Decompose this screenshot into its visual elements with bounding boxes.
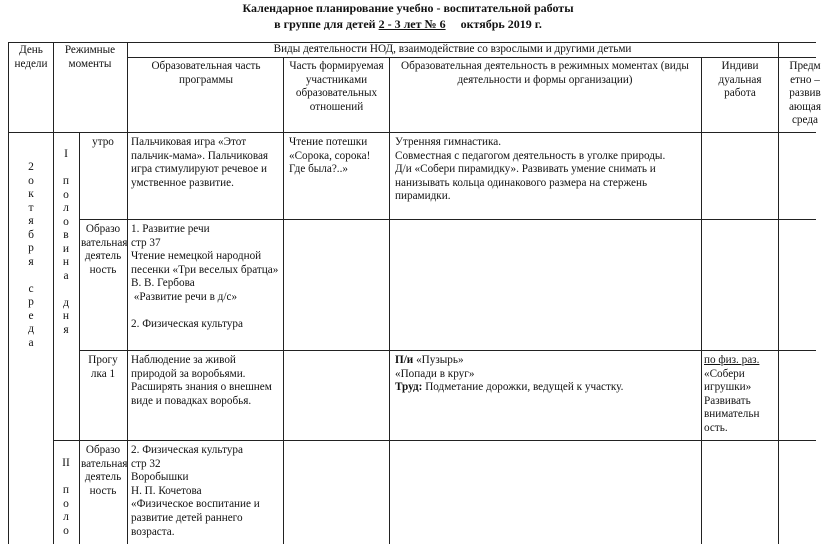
row2-edu-line: стр 37 [131, 236, 161, 249]
row2-edu-line [131, 305, 281, 319]
row3-activity-labor [395, 381, 697, 395]
header-participants-part: Часть формируемая участниками образовательных отношений [289, 60, 384, 113]
rule-left [8, 42, 9, 544]
row3-activity-game2: «Попади в круг» [395, 367, 475, 380]
day-label: 2 о к т я б р я с р е д а [28, 161, 34, 349]
row2-regime: Образо вательная деятель ность [81, 223, 128, 276]
half1-label: I п о л о в и н а д н я [62, 148, 70, 336]
row3-individual [704, 354, 776, 436]
row3-activity-games [395, 354, 697, 368]
row4-edu-line: стр 32 [131, 457, 161, 470]
individual-line: «Собери игрушки» [704, 367, 752, 394]
row4-edu-line: «Физическое воспитание и развитие детей раннего возраста. [131, 498, 260, 538]
half2-label: II п о л о [62, 457, 70, 537]
row1-activity [395, 136, 697, 204]
rule-individual [778, 42, 779, 544]
rule-row1 [79, 219, 816, 220]
document-title: Календарное планирование учебно - воспитательной работы [242, 1, 574, 15]
row3-edu: Наблюдение за живой природой за воробьями. Расширять знания о внешнем виде и повадках воробья. [131, 354, 272, 407]
rule-edu [283, 57, 284, 544]
header-individual: Индиви дуальная работа [718, 60, 762, 100]
labor-text: Подметание дорожки, ведущей к участку. [422, 381, 624, 394]
row1-activity-line: Д/и «Собери пирамидку». Развивать умение снимать и нанизывать кольца одинакового размера на стержень пирамидки. [395, 163, 656, 203]
row2-edu-line: В. В. Гербова [131, 277, 195, 290]
rule-activity [701, 57, 702, 544]
document-subtitle [0, 17, 816, 32]
row1-activity-line: Утренняя гимнастика. [395, 136, 502, 148]
rule-subheader [127, 57, 816, 58]
group-age: 2 - 3 лет № 6 [378, 17, 446, 31]
header-edu-part: Образовательная часть программы [151, 60, 261, 86]
row4-regime: Образо вательная деятель ность [81, 444, 128, 497]
row4-edu-line: 2. Физическая культура [131, 444, 243, 456]
row3-activity [395, 354, 697, 395]
subtitle-prefix: в группе для детей [274, 17, 379, 31]
row1-regime: утро [92, 136, 114, 148]
row4-edu [131, 444, 281, 539]
row2-edu-line: 2. Физическая культура [131, 318, 243, 331]
header-subject-env: Предм етно – развив ающая среда [788, 60, 822, 127]
row2-edu-line: Чтение немецкой народной песенки «Три веселых братца» [131, 250, 279, 276]
pi-text: «Пузырь» [413, 354, 464, 366]
rule-regime [127, 42, 128, 544]
rule-half [79, 132, 80, 544]
header-day: День недели [14, 44, 48, 70]
row2-edu-line: «Развитие речи в д/с» [131, 290, 238, 303]
rule-header-bottom [8, 132, 816, 133]
rule-participants [389, 57, 390, 544]
rule-row2 [79, 350, 816, 351]
row4-edu-line: Воробышки [131, 471, 189, 484]
row4-edu-line: Н. П. Кочетова [131, 484, 202, 497]
row1-participants: Чтение потешки «Сорока, сорока! Где была?..» [289, 136, 371, 176]
row3-regime: Прогу лка 1 [88, 354, 118, 380]
header-regime-activity: Образовательная деятельность в режимных моментах (виды деятельности и формы организации) [401, 60, 689, 86]
rule-day [53, 42, 54, 544]
pi-label: П/и [395, 354, 414, 366]
header-regime: Режимные моменты [64, 44, 116, 70]
subtitle-gap [446, 17, 461, 31]
individual-line: Развивать внимательн ость. [704, 394, 760, 434]
individual-line: по физ. раз. [704, 354, 760, 366]
row2-edu-line: 1. Развитие речи [131, 223, 210, 235]
row1-edu: Пальчиковая игра «Этот пальчик-мама». Пальчиковая игра стимулируют речевое и умственное развитие. [131, 136, 269, 189]
row1-activity-line: Совместная с педагогом деятельность в уголке природы. [395, 149, 666, 162]
header-activity-group: Виды деятельности НОД, взаимодействие со взрослыми и другими детьми [273, 43, 632, 55]
row2-edu [131, 223, 281, 332]
labor-label: Труд: [395, 381, 423, 394]
month-label: октябрь 2019 г. [460, 17, 542, 31]
